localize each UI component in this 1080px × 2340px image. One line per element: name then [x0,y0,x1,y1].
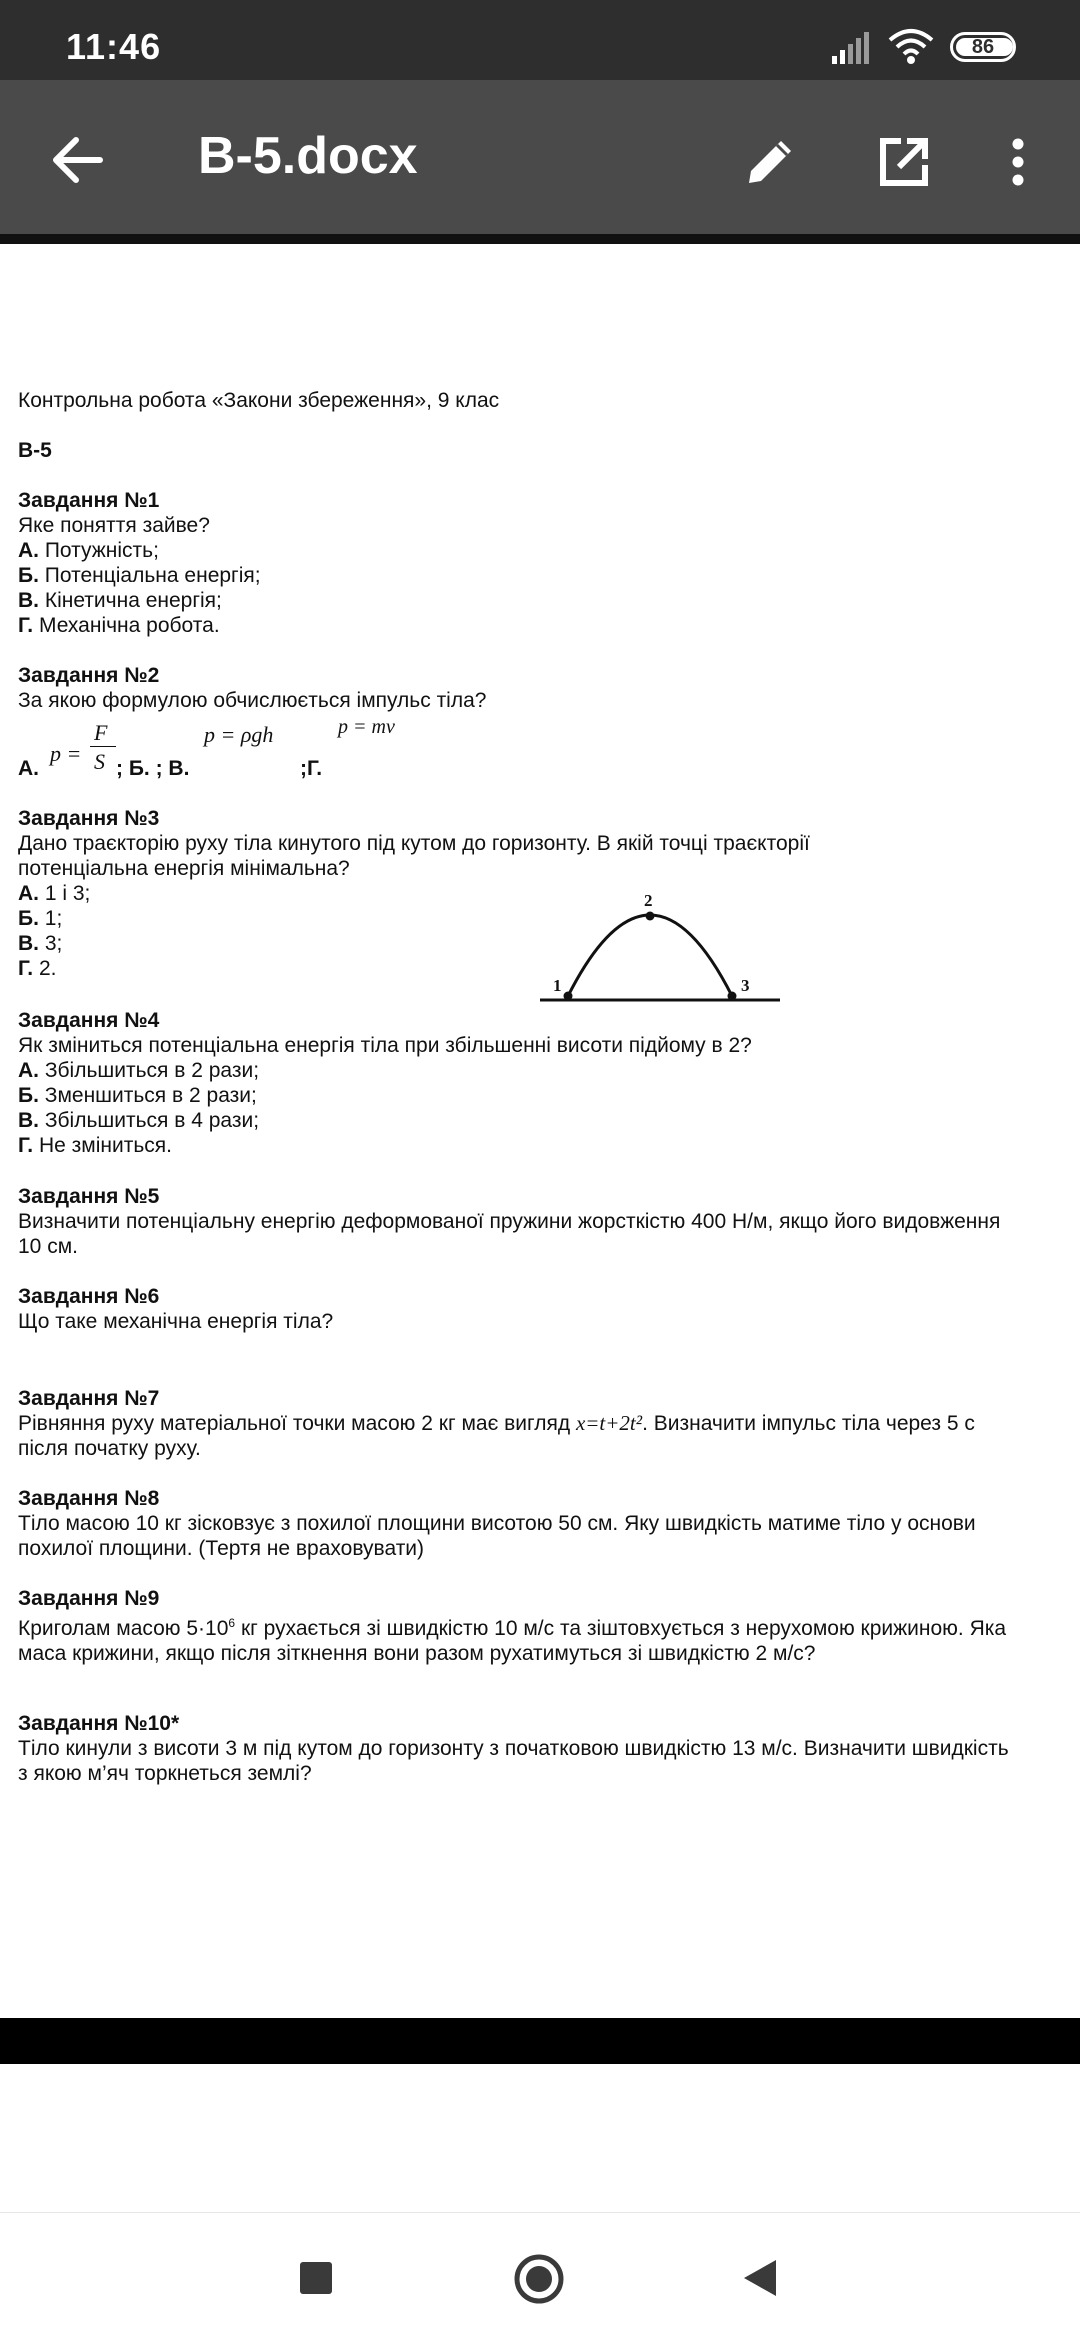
status-time: 11:46 [66,26,162,67]
task1-title: Завдання №1 [18,489,160,512]
point-label-3: 3 [741,976,750,995]
trajectory-arc [568,915,732,996]
task9-text: Криголам масою $5\cdot 10^6$ кг рухається зі швидкістю 10 м/с та зіштовхується з нерухомою крижиною. Яка маса крижини, якщо після зіткнення вони разом рухатимуться зі швидкістю 2 м/с? [18,1616,1007,1665]
formula-c: p = mv [338,716,395,738]
document-title: В-5.docx [198,127,418,185]
task1-question: Яке поняття зайве? [18,514,210,537]
task3-question: Дано траєкторію руху тіла кинутого під кутом до горизонту. В якій точці траєкторії потенціальна енергія мінімальна? [18,832,810,880]
task3-option-d: Г. 2. [18,957,57,980]
pencil-icon [743,135,797,189]
task6-text: Що таке механічна енергія тіла? [18,1310,334,1333]
fraction-bar [90,746,116,747]
open-external-button[interactable] [866,124,942,200]
task7-text: Рівняння руху матеріальної точки масою 2 кг має вигляд x=t+2t². Визначити імпульс тіла через 5 с після початку руху. [18,1411,975,1460]
task3-title: Завдання №3 [18,807,160,830]
task3-option-c: В. 3; [18,932,63,955]
variant-label: В-5 [18,439,52,462]
status-bar [0,0,1080,80]
back-button[interactable] [40,122,116,198]
task1-option-c: В. Кінетична енергія; [18,589,222,612]
document-viewer[interactable] [0,244,1080,2018]
task1-option-a: А. Потужність; [18,539,159,562]
signal-icon [832,32,874,64]
task4-title: Завдання №4 [18,1009,160,1032]
trajectory-point-2 [646,912,655,921]
point-label-2: 2 [644,891,653,910]
task2-question: За якою формулою обчислюється імпульс тіла? [18,689,487,712]
document-bottom-band [0,2018,1080,2064]
task1-option-d: Г. Механічна робота. [18,614,220,637]
task8-title: Завдання №8 [18,1487,160,1510]
task10-text: Тіло кинули з висоти 3 м під кутом до горизонту з початковою швидкістю 13 м/с. Визначити швидкість з якою м’яч торкнеться землі? [18,1737,1009,1785]
nav-divider [0,2212,1080,2213]
arrow-left-icon [52,136,104,184]
task4-option-c: В. Збільшиться в 4 рази; [18,1109,260,1132]
formula-a-numerator: F [94,720,108,745]
task5-title: Завдання №5 [18,1185,160,1208]
wifi-icon [888,28,934,64]
open-external-icon [877,135,931,189]
battery-icon [950,32,1016,62]
task2-label-g: ;Г. [300,757,323,780]
task2-title: Завдання №2 [18,664,160,687]
toolbar-shadow [0,234,1080,244]
task7-title: Завдання №7 [18,1387,160,1410]
point-label-1: 1 [553,976,562,995]
home-icon[interactable] [514,2254,564,2304]
app-toolbar [0,80,1080,234]
task10-title: Завдання №10* [18,1712,180,1735]
task3-option-b: Б. 1; [18,907,63,930]
recent-apps-icon[interactable] [300,2262,332,2294]
task7-equation: x=t+2t² [575,1411,643,1435]
task9-title: Завдання №9 [18,1587,160,1610]
navigation-bar [0,2064,1080,2340]
task4-option-d: Г. Не зміниться. [18,1134,172,1157]
task2-separator: ; Б. ; В. [116,757,190,780]
task4-option-a: А. Збільшиться в 2 рази; [18,1059,260,1082]
trajectory-diagram [540,884,780,1014]
formula-a-denominator: S [94,749,105,774]
task4-option-b: Б. Зменшиться в 2 рази; [18,1084,257,1107]
trajectory-point-1 [564,992,573,1001]
task1-option-b: Б. Потенціальна енергія; [18,564,261,587]
formula-b: p = ρgh [204,722,274,747]
battery-percent: 86 [971,36,995,58]
document-header: Контрольна робота «Закони збереження», 9 клас [18,389,500,412]
more-vertical-icon [1011,138,1025,186]
task2-label-a: А. [18,757,39,780]
task9-exponent: 6 [228,1616,236,1630]
more-options-button[interactable] [990,124,1046,200]
trajectory-point-3 [728,992,737,1001]
task8-text: Тіло масою 10 кг зісковзує з похилої площини висотою 50 см. Яку швидкість матиме тіло у основи похилої площини. (Тертя не враховувати) [18,1512,976,1560]
edit-button[interactable] [732,124,808,200]
task6-title: Завдання №6 [18,1285,160,1308]
task3-option-a: А. 1 і 3; [18,882,91,905]
back-icon[interactable] [742,2258,778,2298]
task5-text: Визначити потенціальну енергію деформованої пружини жорсткістю 400 Н/м, якщо його видовження 10 см. [18,1210,1001,1258]
task4-question: Як зміниться потенціальна енергія тіла при збільшенні висоти підйому в 2? [18,1034,752,1057]
formula-a-lhs: p = [50,741,82,766]
